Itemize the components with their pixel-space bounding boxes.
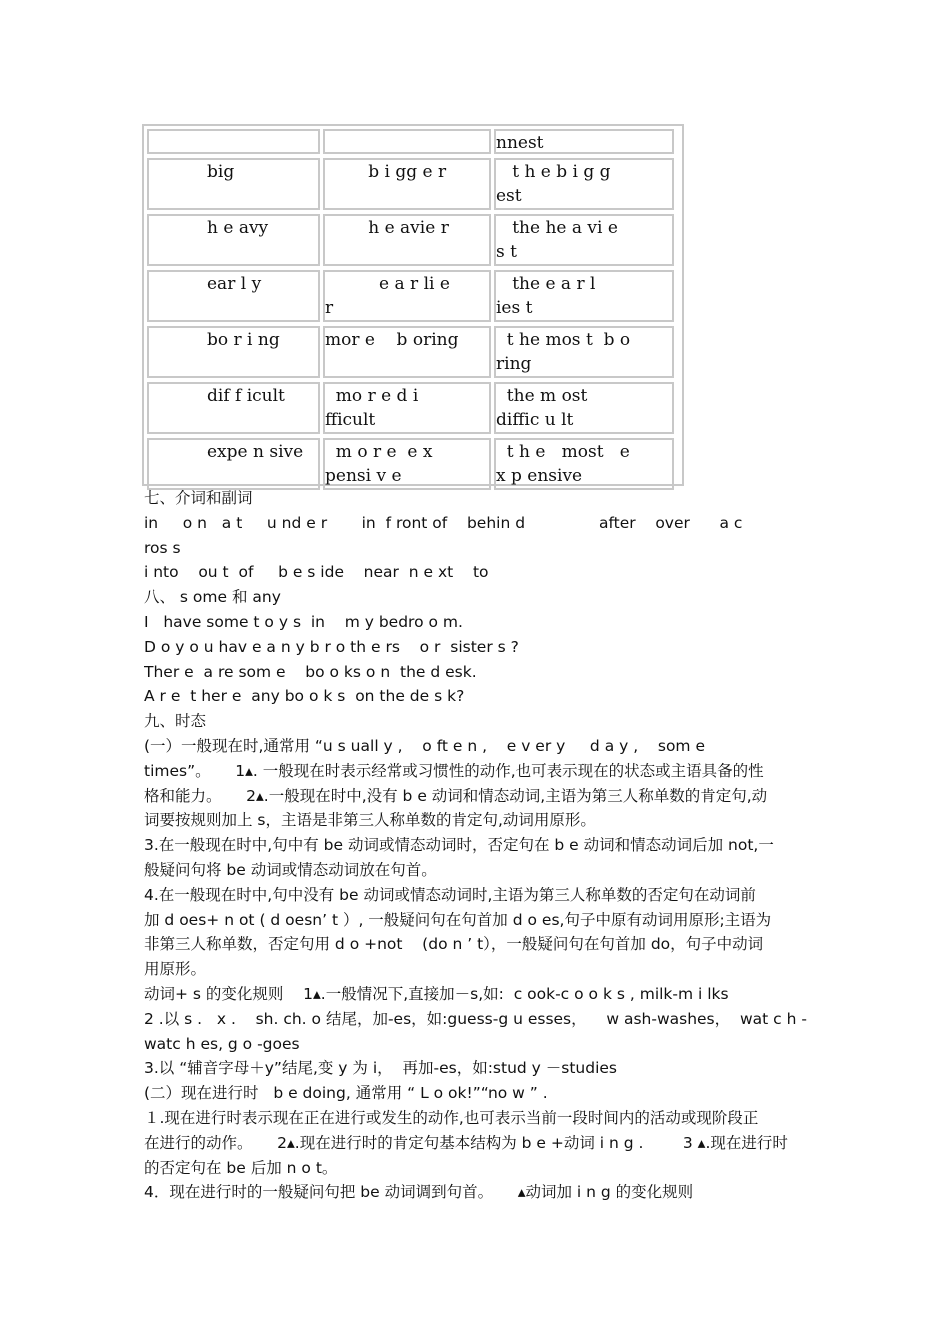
section-heading-tenses: 九、时态 [144,712,207,731]
text-line: (二）现在进行时 b e doing, 通常用 “ L o ok!”“no w ” . [144,1084,548,1103]
text-line: １.现在进行时表示现在正在进行或发生的动作,也可表示当前一段时间内的活动或现阶段正 [144,1108,759,1127]
comparison-table [142,124,684,486]
table-row [147,158,679,210]
table-cell-positive: expe n sive [147,438,320,490]
text-line: 在进行的动作。 2▴.现在进行时的肯定句基本结构为 b e +动词 i n g . 3 ▴.现在进行时 [144,1133,788,1152]
table-cell-positive: big [147,158,320,210]
text-line: watc h es, g o -goes [144,1034,300,1053]
text-line: 4.在一般现在时中,句中没有 be 动词或情态动词时,主语为第三人称单数的否定句在动词前 [144,885,756,904]
table-row [147,326,679,378]
table-cell-comparative: b i gg e r [323,158,491,210]
table-cell-positive: h e avy [147,214,320,266]
section-heading-prepositions: 七、介词和副词 [144,489,253,507]
text-line: 动词+ s 的变化规则 1▴.一般情况下,直接加－s,如: c ook-c o o k s , milk-m i lks [144,984,729,1003]
table-cell-superlative: the he a vi e s t [494,214,674,266]
table-row [147,382,679,434]
table-cell-superlative: t h e most e x p ensive [494,438,674,490]
table-cell-superlative: t h e b i g g est [494,158,674,210]
table-cell-comparative: e a r li e r [323,270,491,322]
table-cell-superlative: t he mos t b o ring [494,326,674,378]
text-line: 加 d oes+ n ot ( d oesn’ t ）, 一般疑问句在句首加 d o es,句子中原有动词用原形;主语为 [144,910,772,929]
text-line: 4．现在进行时的一般疑问句把 be 动词调到句首。 ▴动词加 i n g 的变化规则 [144,1183,694,1202]
text-line: 3.在一般现在时中,句中有 be 动词或情态动词时，否定句在 b e 动词和情态动词后加 not,一 [144,836,774,855]
text-line: D o y o u hav e a n y b r o th e rs o r sister s ? [144,637,519,656]
document-body [144,486,809,1205]
text-line: Ther e a re som e bo o ks o n the d esk. [144,662,477,681]
table-cell-comparative: mo r e d i fficult [323,382,491,434]
text-line: 格和能力。 2▴.一般现在时中,没有 b e 动词和情态动词,主语为第三人称单数的肯定句,动 [144,786,768,805]
table-cell-positive: bo r i ng [147,326,320,378]
text-line: in o n a t u nd e r in f ront of behin d after over a c [144,513,743,532]
text-line: (一）一般现在时,通常用 “u s uall y , o ft e n , e v er y d a y , som e [144,736,705,755]
text-line: 的否定句在 be 后加 n o t。 [144,1158,338,1177]
text-line: ros s [144,538,181,557]
table-cell-superlative: nnest [494,129,674,154]
text-line: 词要按规则加上 s，主语是非第三人称单数的肯定句,动词用原形。 [144,811,596,830]
table-cell-comparative: h e avie r [323,214,491,266]
text-line: i nto ou t of b e s ide near n e xt to [144,563,489,582]
text-line: 般疑问句将 be 动词或情态动词放在句首。 [144,860,437,879]
table-cell-superlative: the e a r l ies t [494,270,674,322]
text-line: 用原形。 [144,960,207,979]
text-line: 3.以 “辅音字母＋y”结尾,变 y 为 i， 再加-es，如:stud y －studies [144,1059,617,1078]
text-line: 非第三人称单数，否定句用 d o +not (do n ’ t），一般疑问句在句首加 do，句子中动词 [144,935,764,954]
text-line: times”。 1▴. 一般现在时表示经常或习惯性的动作,也可表示现在的状态或主语具备的性 [144,761,764,780]
table-cell-comparative: m o r e e x pensi v e [323,438,491,490]
table-row [147,214,679,266]
section-heading-some-any: 八、 s ome 和 any [144,588,281,607]
text-line: 2 .以 s . x . sh. ch. o 结尾，加-es，如:guess-g u esses， w ash-washes， wat c h - [144,1009,807,1028]
table-cell-superlative: the m ost diffic u lt [494,382,674,434]
table-cell-positive: dif f icult [147,382,320,434]
table-cell-positive [147,129,320,154]
text-line: A r e t her e any bo o k s on the de s k? [144,687,465,706]
table-cell-positive: ear l y [147,270,320,322]
table-row [147,438,679,490]
table-row [147,129,679,154]
text-line: I have some t o y s in m y bedro o m. [144,612,463,631]
table-cell-comparative: mor e b oring [323,326,491,378]
table-cell-comparative [323,129,491,154]
table-row [147,270,679,322]
